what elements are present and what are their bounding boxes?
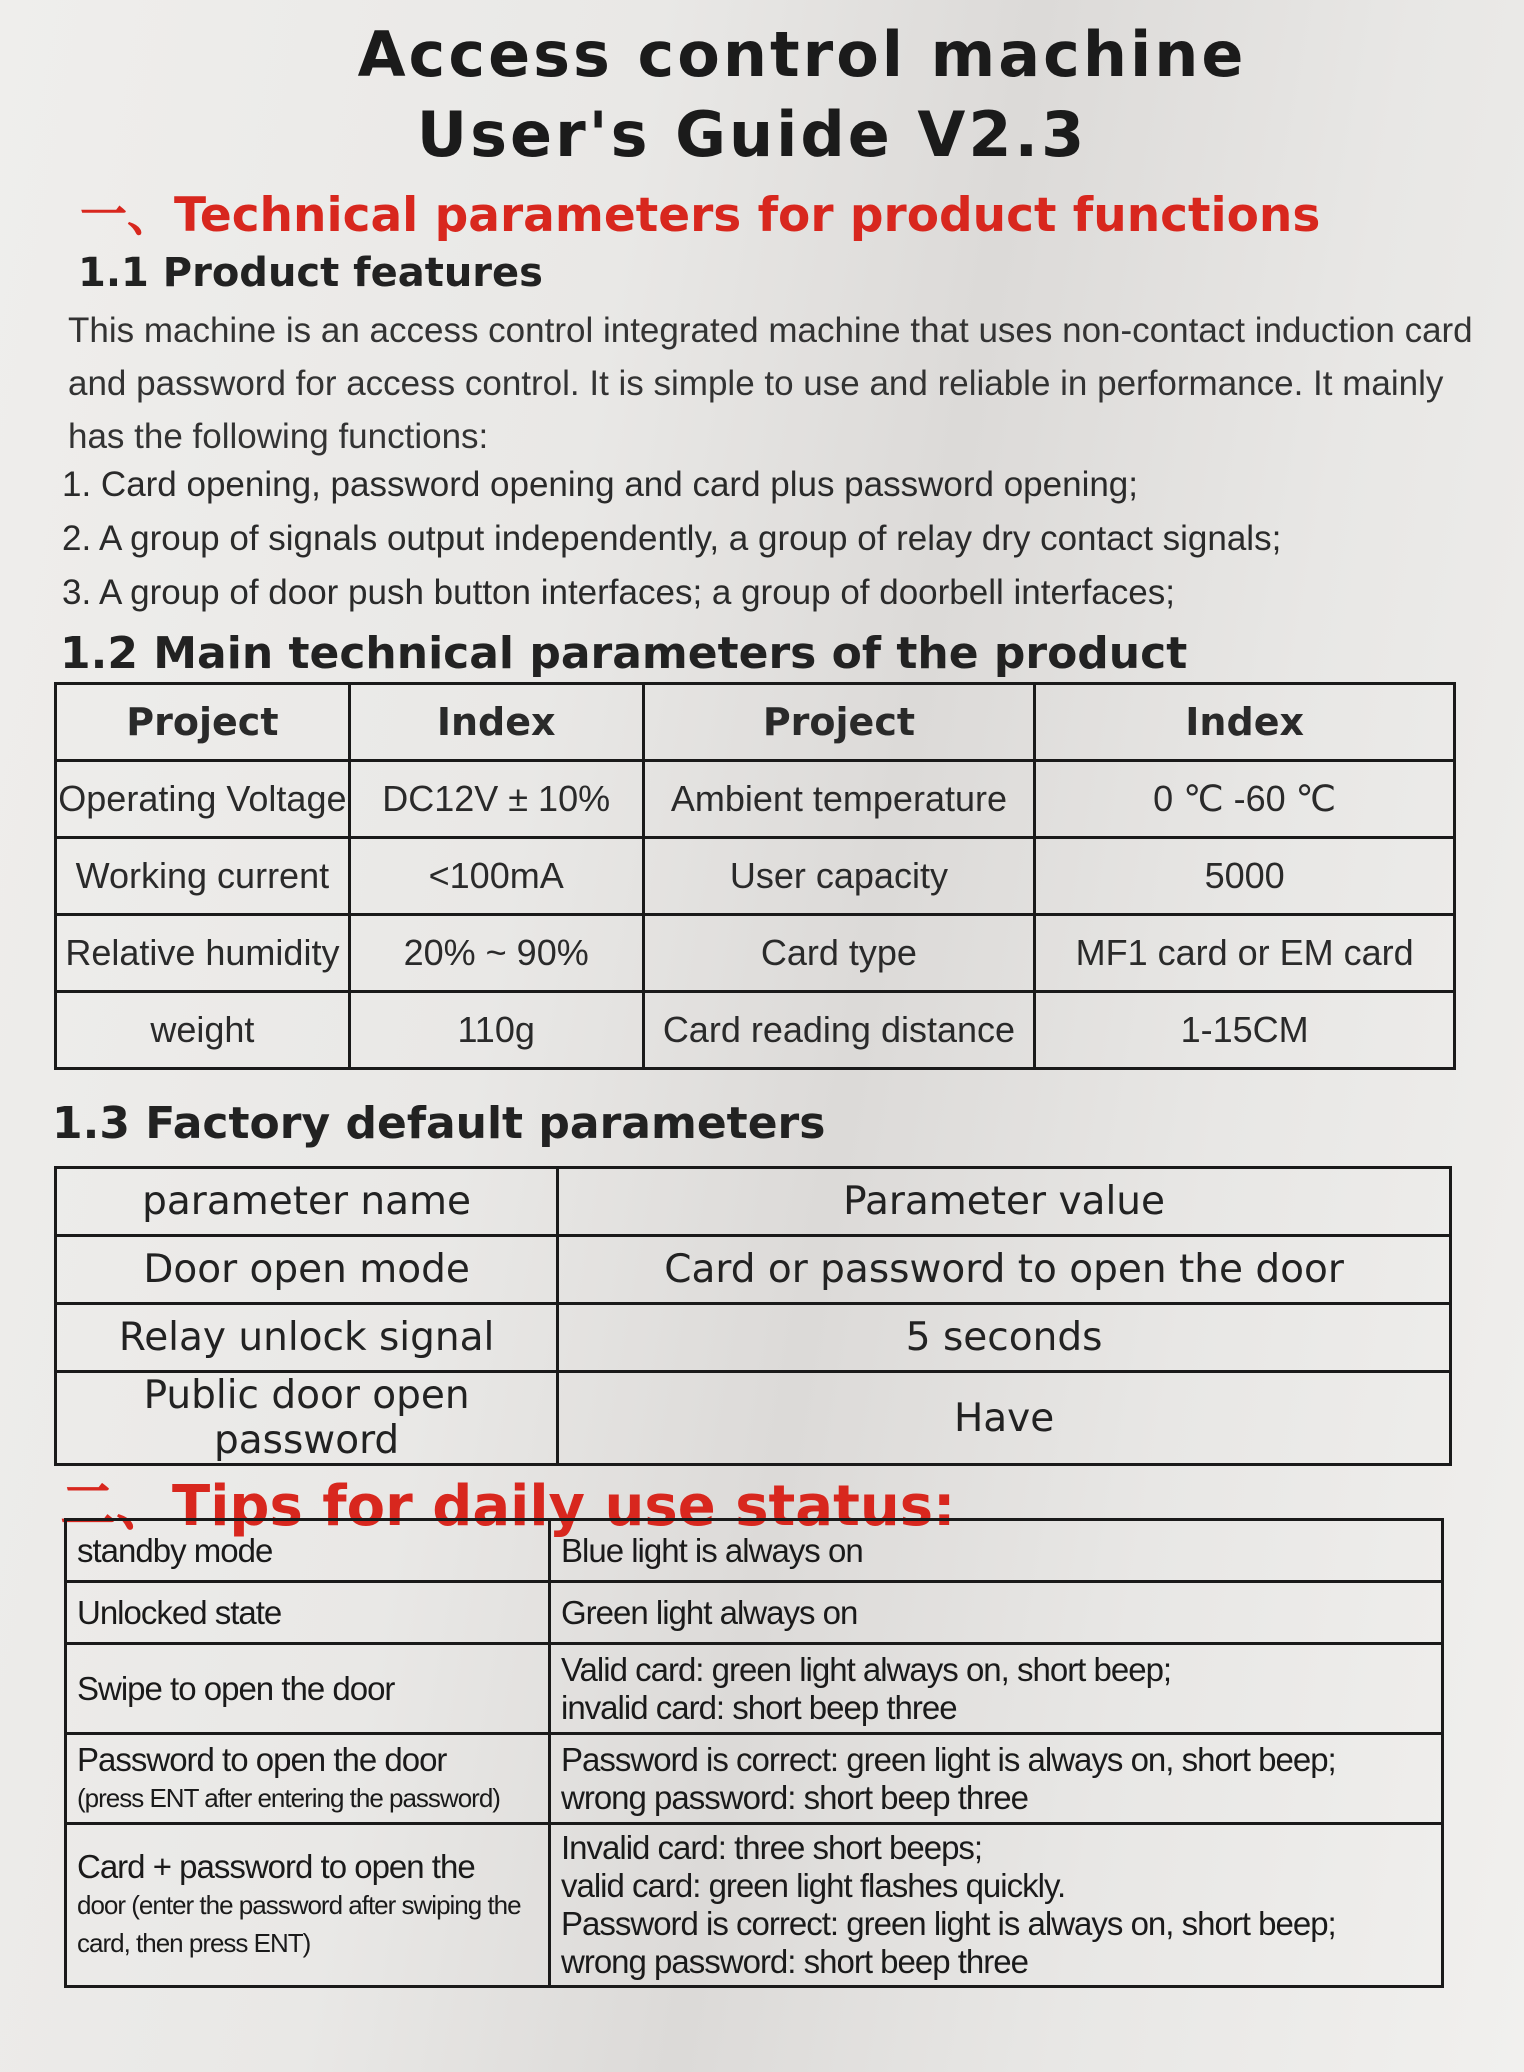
title-line-2: User's Guide V2.3 xyxy=(416,98,1088,171)
status-value xyxy=(550,1582,1443,1644)
table-cell: Ambient temperature xyxy=(643,761,1035,838)
table-cell: 20% ~ 90% xyxy=(349,915,643,992)
status-key-cell xyxy=(66,1734,550,1824)
table-cell: 5 seconds xyxy=(558,1304,1451,1372)
table-row xyxy=(66,1734,1443,1824)
header-cell: Project xyxy=(643,684,1035,761)
product-features-paragraph: This machine is an access control integrated machine that uses non-contact induction card and password for access control. It is simple to use and reliable in performance. It mainly has the following functions: xyxy=(68,311,1473,456)
table-row xyxy=(56,1236,1451,1304)
table-row xyxy=(56,761,1455,838)
table-cell: <100mA xyxy=(349,838,643,915)
feature-item: 2. A group of signals output independently, a group of relay dry contact signals; xyxy=(62,519,1282,558)
factory-defaults-table xyxy=(54,1166,1452,1466)
subsection-1-1-heading: 1.1 Product features xyxy=(78,250,543,296)
feature-list xyxy=(62,458,1482,620)
status-key-cell xyxy=(66,1824,550,1987)
status-key: Password to open the door xyxy=(77,1740,447,1778)
table-row xyxy=(66,1644,1443,1734)
table-cell: DC12V ± 10% xyxy=(349,761,643,838)
status-value-line: wrong password: short beep three xyxy=(561,1943,1028,1980)
status-key-note: door (enter the password after swiping the card, then press ENT) xyxy=(77,1890,521,1958)
status-value-line: Green light always on xyxy=(561,1593,858,1631)
table-header-row xyxy=(56,684,1455,761)
status-value xyxy=(550,1520,1443,1582)
status-value-line: Invalid card: three short beeps; xyxy=(561,1829,983,1866)
table-cell: 5000 xyxy=(1035,838,1455,915)
header-cell: Parameter value xyxy=(558,1168,1451,1236)
table-cell: 1-15CM xyxy=(1035,992,1455,1069)
table-cell: Card reading distance xyxy=(643,992,1035,1069)
table-cell: Operating Voltage xyxy=(56,761,350,838)
status-value-line: Password is correct: green light is always on, short beep; xyxy=(561,1905,1336,1942)
table-cell: weight xyxy=(56,992,350,1069)
header-cell: Project xyxy=(56,684,350,761)
table-cell: Working current xyxy=(56,838,350,915)
table-cell: Relay unlock signal xyxy=(56,1304,558,1372)
table-row xyxy=(66,1582,1443,1644)
table-cell: 110g xyxy=(349,992,643,1069)
status-key: Card + password to open the xyxy=(77,1848,475,1885)
table-cell: Relative humidity xyxy=(56,915,350,992)
status-value-line: Blue light is always on xyxy=(561,1531,863,1569)
table-header-row xyxy=(56,1168,1451,1236)
table-cell: Have xyxy=(558,1372,1451,1465)
section-2-heading: 二、Tips for daily use status: xyxy=(60,1474,956,1539)
status-value-line: Valid card: green light always on, short beep; xyxy=(561,1650,1172,1688)
status-key: Unlocked state xyxy=(66,1582,550,1644)
subsection-1-2-heading: 1.2 Main technical parameters of the product xyxy=(60,628,1188,679)
status-value-line: Password is correct: green light is always on, short beep; xyxy=(561,1740,1336,1778)
status-key: standby mode xyxy=(66,1520,550,1582)
title-line-1: Access control machine xyxy=(357,18,1247,91)
table-row xyxy=(56,915,1455,992)
table-row xyxy=(56,838,1455,915)
table-row xyxy=(56,992,1455,1069)
table-row xyxy=(66,1520,1443,1582)
header-cell: Index xyxy=(1035,684,1455,761)
technical-parameters-table xyxy=(54,682,1456,1070)
status-value-line: wrong password: short beep three xyxy=(561,1778,1028,1816)
table-row xyxy=(66,1824,1443,1987)
status-value xyxy=(550,1734,1443,1824)
status-value xyxy=(550,1824,1443,1987)
status-value-line: invalid card: short beep three xyxy=(561,1688,957,1726)
table-cell: Public door open password xyxy=(56,1372,558,1465)
table-cell: Door open mode xyxy=(56,1236,558,1304)
feature-item: 1. Card opening, password opening and card plus password opening; xyxy=(62,465,1138,504)
table-cell: User capacity xyxy=(643,838,1035,915)
status-value-line: valid card: green light flashes quickly. xyxy=(561,1867,1066,1904)
header-cell: Index xyxy=(349,684,643,761)
subsection-1-3-heading: 1.3 Factory default parameters xyxy=(52,1098,826,1149)
section-1-heading: 一、Technical parameters for product functions xyxy=(80,188,1321,243)
table-cell: MF1 card or EM card xyxy=(1035,915,1455,992)
table-row xyxy=(56,1304,1451,1372)
table-cell: Card or password to open the door xyxy=(558,1236,1451,1304)
table-cell: 0 ℃ -60 ℃ xyxy=(1035,761,1455,838)
feature-item: 3. A group of door push button interfaces; a group of doorbell interfaces; xyxy=(62,573,1175,612)
table-row xyxy=(56,1372,1451,1465)
status-key: Swipe to open the door xyxy=(66,1644,550,1734)
status-value xyxy=(550,1644,1443,1734)
status-tips-table xyxy=(64,1518,1444,1988)
table-cell: Card type xyxy=(643,915,1035,992)
status-key-note: (press ENT after entering the password) xyxy=(77,1782,500,1813)
header-cell: parameter name xyxy=(56,1168,558,1236)
